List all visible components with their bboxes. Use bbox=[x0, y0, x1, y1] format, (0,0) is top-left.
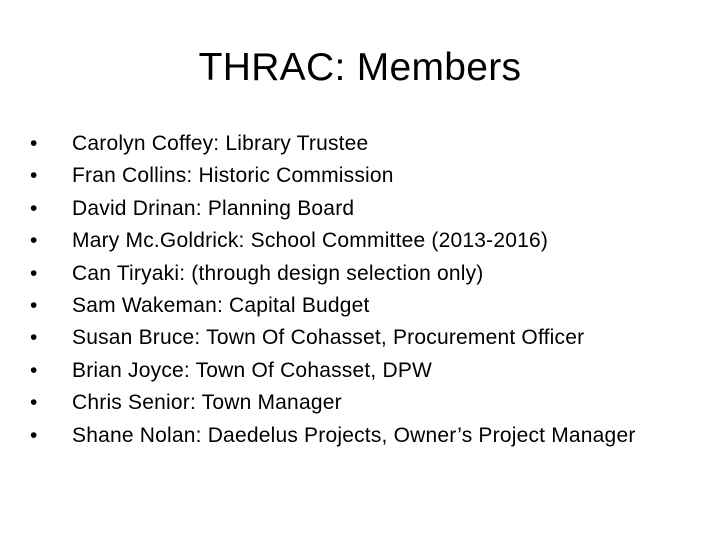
member-entry: Mary Mc.Goldrick: School Committee (2013-2016) bbox=[72, 229, 549, 253]
bullet-icon: • bbox=[30, 229, 38, 253]
member-entry: Brian Joyce: Town Of Cohasset, DPW bbox=[72, 358, 433, 382]
member-list bbox=[30, 128, 700, 452]
bullet-icon: • bbox=[30, 326, 38, 350]
bullet-icon: • bbox=[30, 423, 38, 447]
list-item bbox=[30, 387, 700, 419]
member-entry: Can Tiryaki: (through design selection only) bbox=[72, 261, 484, 285]
member-entry: Carolyn Coffey: Library Trustee bbox=[72, 132, 369, 155]
list-item bbox=[30, 193, 700, 225]
member-entry: Chris Senior: Town Manager bbox=[72, 391, 342, 415]
list-item bbox=[30, 160, 700, 192]
bullet-icon: • bbox=[30, 358, 38, 382]
list-item bbox=[30, 355, 700, 387]
slide-title: THRAC: Members bbox=[198, 46, 522, 89]
list-item bbox=[30, 258, 700, 290]
list-item bbox=[30, 225, 700, 257]
list-item bbox=[30, 420, 700, 452]
list-item bbox=[30, 290, 700, 322]
bullet-icon: • bbox=[30, 164, 38, 188]
member-entry: Fran Collins: Historic Commission bbox=[72, 164, 394, 188]
bullet-icon: • bbox=[30, 132, 38, 155]
bullet-icon: • bbox=[30, 261, 38, 285]
member-entry: Shane Nolan: Daedelus Projects, Owner’s Project Manager bbox=[72, 423, 636, 447]
member-entry: Susan Bruce: Town Of Cohasset, Procurement Officer bbox=[72, 326, 585, 350]
list-item bbox=[30, 128, 700, 160]
bullet-icon: • bbox=[30, 196, 38, 220]
bullet-icon: • bbox=[30, 391, 38, 415]
list-item bbox=[30, 322, 700, 354]
member-entry: David Drinan: Planning Board bbox=[72, 196, 355, 220]
bullet-icon: • bbox=[30, 294, 38, 318]
member-entry: Sam Wakeman: Capital Budget bbox=[72, 294, 370, 318]
